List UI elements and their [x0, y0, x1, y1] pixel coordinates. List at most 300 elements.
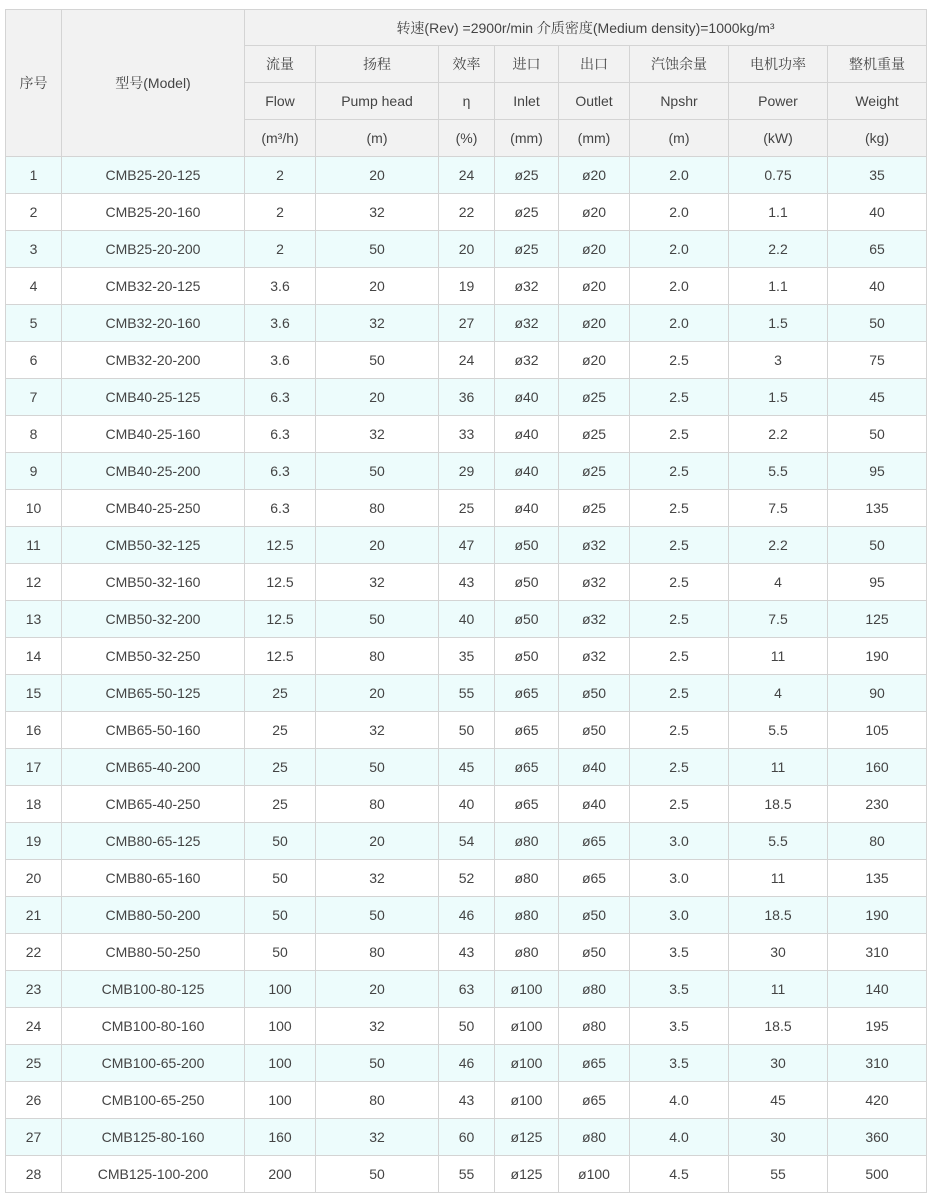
cell-model: CMB32-20-160 [62, 305, 245, 342]
cell-no: 1 [6, 157, 62, 194]
cell-weight: 50 [828, 416, 927, 453]
cell-no: 17 [6, 749, 62, 786]
cell-model: CMB50-32-160 [62, 564, 245, 601]
cell-outlet: ø50 [559, 712, 630, 749]
cell-model: CMB100-65-200 [62, 1045, 245, 1082]
header-operating-condition: 转速(Rev) =2900r/min 介质密度(Medium density)=1000kg/m³ [245, 10, 927, 46]
cell-head: 20 [316, 823, 439, 860]
table-row [6, 860, 927, 897]
cell-weight: 40 [828, 194, 927, 231]
table-row [6, 305, 927, 342]
cell-power: 30 [729, 1045, 828, 1082]
cell-flow: 50 [245, 897, 316, 934]
header-flow-zh: 流量 [245, 46, 316, 83]
cell-eff: 60 [439, 1119, 495, 1156]
cell-no: 3 [6, 231, 62, 268]
cell-npshr: 3.0 [630, 860, 729, 897]
cell-head: 20 [316, 157, 439, 194]
cell-model: CMB125-80-160 [62, 1119, 245, 1156]
cell-npshr: 2.5 [630, 786, 729, 823]
cell-no: 6 [6, 342, 62, 379]
cell-model: CMB80-50-200 [62, 897, 245, 934]
cell-weight: 80 [828, 823, 927, 860]
cell-power: 3 [729, 342, 828, 379]
cell-head: 20 [316, 675, 439, 712]
cell-flow: 100 [245, 1045, 316, 1082]
header-weight-unit: (kg) [828, 120, 927, 157]
cell-no: 22 [6, 934, 62, 971]
cell-weight: 135 [828, 490, 927, 527]
cell-head: 50 [316, 231, 439, 268]
cell-outlet: ø20 [559, 305, 630, 342]
cell-head: 80 [316, 1082, 439, 1119]
cell-npshr: 2.0 [630, 305, 729, 342]
cell-weight: 140 [828, 971, 927, 1008]
cell-model: CMB40-25-125 [62, 379, 245, 416]
cell-flow: 2 [245, 157, 316, 194]
cell-head: 32 [316, 712, 439, 749]
cell-power: 5.5 [729, 712, 828, 749]
cell-head: 32 [316, 194, 439, 231]
cell-weight: 360 [828, 1119, 927, 1156]
cell-power: 2.2 [729, 416, 828, 453]
cell-head: 50 [316, 749, 439, 786]
cell-power: 1.5 [729, 305, 828, 342]
cell-weight: 65 [828, 231, 927, 268]
cell-eff: 43 [439, 934, 495, 971]
cell-inlet: ø100 [495, 1045, 559, 1082]
cell-power: 1.5 [729, 379, 828, 416]
table-row [6, 453, 927, 490]
cell-head: 50 [316, 897, 439, 934]
cell-flow: 25 [245, 675, 316, 712]
cell-outlet: ø25 [559, 453, 630, 490]
header-power-zh: 电机功率 [729, 46, 828, 83]
header-npshr-unit: (m) [630, 120, 729, 157]
cell-npshr: 3.5 [630, 971, 729, 1008]
header-outlet-zh: 出口 [559, 46, 630, 83]
cell-model: CMB25-20-160 [62, 194, 245, 231]
cell-head: 80 [316, 638, 439, 675]
cell-flow: 3.6 [245, 305, 316, 342]
table-row [6, 564, 927, 601]
cell-outlet: ø65 [559, 860, 630, 897]
cell-inlet: ø80 [495, 860, 559, 897]
cell-head: 32 [316, 1119, 439, 1156]
cell-weight: 90 [828, 675, 927, 712]
table-row [6, 1008, 927, 1045]
cell-eff: 27 [439, 305, 495, 342]
cell-power: 7.5 [729, 601, 828, 638]
cell-npshr: 2.5 [630, 601, 729, 638]
cell-outlet: ø65 [559, 1082, 630, 1119]
table-body [6, 157, 927, 1193]
cell-flow: 200 [245, 1156, 316, 1193]
cell-power: 55 [729, 1156, 828, 1193]
cell-flow: 3.6 [245, 268, 316, 305]
cell-eff: 24 [439, 157, 495, 194]
cell-flow: 50 [245, 860, 316, 897]
cell-power: 11 [729, 638, 828, 675]
cell-model: CMB25-20-125 [62, 157, 245, 194]
cell-no: 7 [6, 379, 62, 416]
cell-weight: 190 [828, 897, 927, 934]
cell-model: CMB25-20-200 [62, 231, 245, 268]
cell-no: 9 [6, 453, 62, 490]
cell-flow: 100 [245, 1082, 316, 1119]
cell-inlet: ø80 [495, 823, 559, 860]
cell-flow: 12.5 [245, 564, 316, 601]
cell-inlet: ø40 [495, 453, 559, 490]
cell-weight: 310 [828, 1045, 927, 1082]
table-row [6, 749, 927, 786]
cell-power: 5.5 [729, 453, 828, 490]
cell-power: 30 [729, 1119, 828, 1156]
cell-inlet: ø50 [495, 638, 559, 675]
cell-inlet: ø50 [495, 601, 559, 638]
cell-head: 50 [316, 453, 439, 490]
cell-outlet: ø25 [559, 379, 630, 416]
cell-inlet: ø50 [495, 527, 559, 564]
cell-head: 80 [316, 490, 439, 527]
cell-model: CMB80-65-125 [62, 823, 245, 860]
header-head-unit: (m) [316, 120, 439, 157]
cell-npshr: 2.5 [630, 564, 729, 601]
cell-flow: 6.3 [245, 416, 316, 453]
cell-inlet: ø32 [495, 305, 559, 342]
header-inlet-unit: (mm) [495, 120, 559, 157]
cell-head: 32 [316, 564, 439, 601]
pump-spec-table [5, 9, 927, 1193]
cell-outlet: ø20 [559, 194, 630, 231]
cell-head: 50 [316, 1156, 439, 1193]
cell-power: 18.5 [729, 1008, 828, 1045]
cell-no: 25 [6, 1045, 62, 1082]
cell-weight: 35 [828, 157, 927, 194]
cell-flow: 3.6 [245, 342, 316, 379]
cell-head: 32 [316, 416, 439, 453]
header-flow-en: Flow [245, 83, 316, 120]
cell-npshr: 2.0 [630, 194, 729, 231]
cell-no: 27 [6, 1119, 62, 1156]
table-row [6, 194, 927, 231]
cell-weight: 40 [828, 268, 927, 305]
cell-model: CMB50-32-250 [62, 638, 245, 675]
cell-power: 18.5 [729, 786, 828, 823]
cell-inlet: ø32 [495, 268, 559, 305]
header-eff-en: η [439, 83, 495, 120]
cell-flow: 12.5 [245, 638, 316, 675]
cell-no: 5 [6, 305, 62, 342]
cell-flow: 6.3 [245, 379, 316, 416]
cell-eff: 55 [439, 675, 495, 712]
cell-npshr: 2.5 [630, 712, 729, 749]
cell-inlet: ø65 [495, 712, 559, 749]
cell-flow: 12.5 [245, 601, 316, 638]
cell-npshr: 2.5 [630, 416, 729, 453]
header-weight-zh: 整机重量 [828, 46, 927, 83]
cell-eff: 43 [439, 564, 495, 601]
cell-inlet: ø125 [495, 1119, 559, 1156]
cell-head: 20 [316, 527, 439, 564]
cell-model: CMB65-40-250 [62, 786, 245, 823]
cell-model: CMB80-65-160 [62, 860, 245, 897]
cell-power: 2.2 [729, 231, 828, 268]
cell-no: 19 [6, 823, 62, 860]
cell-model: CMB65-40-200 [62, 749, 245, 786]
cell-head: 20 [316, 268, 439, 305]
cell-weight: 500 [828, 1156, 927, 1193]
cell-model: CMB80-50-250 [62, 934, 245, 971]
cell-power: 7.5 [729, 490, 828, 527]
cell-no: 12 [6, 564, 62, 601]
cell-power: 1.1 [729, 194, 828, 231]
cell-head: 20 [316, 971, 439, 1008]
cell-inlet: ø65 [495, 749, 559, 786]
cell-model: CMB100-65-250 [62, 1082, 245, 1119]
cell-power: 1.1 [729, 268, 828, 305]
table-row [6, 379, 927, 416]
cell-head: 50 [316, 601, 439, 638]
cell-outlet: ø65 [559, 1045, 630, 1082]
table-row [6, 786, 927, 823]
cell-flow: 160 [245, 1119, 316, 1156]
cell-weight: 50 [828, 305, 927, 342]
cell-flow: 25 [245, 749, 316, 786]
cell-model: CMB40-25-200 [62, 453, 245, 490]
cell-model: CMB50-32-200 [62, 601, 245, 638]
cell-model: CMB100-80-160 [62, 1008, 245, 1045]
cell-head: 50 [316, 342, 439, 379]
cell-outlet: ø32 [559, 638, 630, 675]
cell-flow: 50 [245, 934, 316, 971]
cell-outlet: ø32 [559, 601, 630, 638]
cell-power: 11 [729, 860, 828, 897]
cell-npshr: 2.5 [630, 453, 729, 490]
cell-outlet: ø50 [559, 897, 630, 934]
cell-weight: 95 [828, 453, 927, 490]
cell-eff: 63 [439, 971, 495, 1008]
cell-outlet: ø20 [559, 157, 630, 194]
table-row [6, 712, 927, 749]
cell-eff: 22 [439, 194, 495, 231]
table-row [6, 268, 927, 305]
table-row [6, 231, 927, 268]
cell-head: 32 [316, 1008, 439, 1045]
cell-outlet: ø32 [559, 527, 630, 564]
cell-weight: 75 [828, 342, 927, 379]
table-header [6, 10, 927, 157]
cell-flow: 12.5 [245, 527, 316, 564]
cell-weight: 50 [828, 527, 927, 564]
header-row-condition [6, 10, 927, 46]
cell-eff: 20 [439, 231, 495, 268]
cell-model: CMB32-20-200 [62, 342, 245, 379]
header-no: 序号 [6, 10, 62, 157]
cell-power: 11 [729, 971, 828, 1008]
cell-inlet: ø40 [495, 379, 559, 416]
cell-power: 18.5 [729, 897, 828, 934]
cell-npshr: 2.5 [630, 675, 729, 712]
cell-model: CMB65-50-160 [62, 712, 245, 749]
cell-eff: 25 [439, 490, 495, 527]
cell-eff: 24 [439, 342, 495, 379]
cell-power: 0.75 [729, 157, 828, 194]
table-row [6, 527, 927, 564]
cell-power: 4 [729, 675, 828, 712]
cell-outlet: ø32 [559, 564, 630, 601]
cell-outlet: ø100 [559, 1156, 630, 1193]
cell-model: CMB32-20-125 [62, 268, 245, 305]
cell-inlet: ø25 [495, 194, 559, 231]
table-row [6, 675, 927, 712]
cell-eff: 46 [439, 1045, 495, 1082]
cell-inlet: ø125 [495, 1156, 559, 1193]
cell-npshr: 3.0 [630, 823, 729, 860]
cell-outlet: ø40 [559, 749, 630, 786]
header-flow-unit: (m³/h) [245, 120, 316, 157]
cell-npshr: 2.0 [630, 268, 729, 305]
cell-npshr: 3.5 [630, 1008, 729, 1045]
cell-inlet: ø25 [495, 157, 559, 194]
cell-eff: 50 [439, 712, 495, 749]
table-row [6, 1156, 927, 1193]
cell-eff: 33 [439, 416, 495, 453]
cell-eff: 46 [439, 897, 495, 934]
cell-npshr: 2.5 [630, 638, 729, 675]
cell-head: 50 [316, 1045, 439, 1082]
cell-model: CMB65-50-125 [62, 675, 245, 712]
cell-outlet: ø65 [559, 823, 630, 860]
cell-weight: 310 [828, 934, 927, 971]
table-row [6, 897, 927, 934]
cell-weight: 195 [828, 1008, 927, 1045]
table-row [6, 157, 927, 194]
cell-npshr: 2.0 [630, 231, 729, 268]
header-head-zh: 扬程 [316, 46, 439, 83]
cell-npshr: 2.5 [630, 379, 729, 416]
header-model: 型号(Model) [62, 10, 245, 157]
cell-npshr: 2.5 [630, 490, 729, 527]
cell-inlet: ø32 [495, 342, 559, 379]
table-row [6, 934, 927, 971]
cell-inlet: ø40 [495, 416, 559, 453]
cell-inlet: ø80 [495, 897, 559, 934]
pump-spec-table-container [5, 9, 927, 1193]
cell-no: 24 [6, 1008, 62, 1045]
cell-weight: 135 [828, 860, 927, 897]
cell-eff: 45 [439, 749, 495, 786]
cell-outlet: ø20 [559, 342, 630, 379]
cell-eff: 54 [439, 823, 495, 860]
cell-weight: 190 [828, 638, 927, 675]
cell-no: 14 [6, 638, 62, 675]
cell-eff: 40 [439, 601, 495, 638]
table-row [6, 490, 927, 527]
cell-eff: 40 [439, 786, 495, 823]
table-row [6, 638, 927, 675]
cell-power: 11 [729, 749, 828, 786]
cell-outlet: ø80 [559, 971, 630, 1008]
cell-inlet: ø40 [495, 490, 559, 527]
cell-inlet: ø65 [495, 675, 559, 712]
cell-weight: 95 [828, 564, 927, 601]
cell-outlet: ø40 [559, 786, 630, 823]
cell-eff: 29 [439, 453, 495, 490]
table-row [6, 416, 927, 453]
cell-no: 16 [6, 712, 62, 749]
cell-weight: 125 [828, 601, 927, 638]
cell-flow: 6.3 [245, 453, 316, 490]
header-eff-unit: (%) [439, 120, 495, 157]
header-head-en: Pump head [316, 83, 439, 120]
table-row [6, 823, 927, 860]
cell-outlet: ø50 [559, 934, 630, 971]
cell-no: 2 [6, 194, 62, 231]
table-row [6, 1119, 927, 1156]
cell-head: 32 [316, 305, 439, 342]
cell-inlet: ø100 [495, 1008, 559, 1045]
table-row [6, 1045, 927, 1082]
header-outlet-unit: (mm) [559, 120, 630, 157]
cell-npshr: 2.5 [630, 749, 729, 786]
cell-inlet: ø25 [495, 231, 559, 268]
header-weight-en: Weight [828, 83, 927, 120]
cell-weight: 45 [828, 379, 927, 416]
cell-eff: 35 [439, 638, 495, 675]
cell-npshr: 2.0 [630, 157, 729, 194]
header-inlet-en: Inlet [495, 83, 559, 120]
cell-no: 13 [6, 601, 62, 638]
cell-inlet: ø80 [495, 934, 559, 971]
cell-model: CMB40-25-160 [62, 416, 245, 453]
cell-eff: 55 [439, 1156, 495, 1193]
table-row [6, 1082, 927, 1119]
cell-head: 32 [316, 860, 439, 897]
header-outlet-en: Outlet [559, 83, 630, 120]
cell-inlet: ø65 [495, 786, 559, 823]
cell-eff: 47 [439, 527, 495, 564]
cell-power: 5.5 [729, 823, 828, 860]
cell-model: CMB50-32-125 [62, 527, 245, 564]
cell-outlet: ø80 [559, 1119, 630, 1156]
cell-no: 15 [6, 675, 62, 712]
cell-npshr: 3.5 [630, 1045, 729, 1082]
header-power-unit: (kW) [729, 120, 828, 157]
header-npshr-zh: 汽蚀余量 [630, 46, 729, 83]
cell-weight: 105 [828, 712, 927, 749]
cell-no: 21 [6, 897, 62, 934]
cell-flow: 25 [245, 712, 316, 749]
cell-npshr: 4.5 [630, 1156, 729, 1193]
cell-head: 20 [316, 379, 439, 416]
header-power-en: Power [729, 83, 828, 120]
cell-flow: 2 [245, 231, 316, 268]
cell-inlet: ø50 [495, 564, 559, 601]
cell-eff: 36 [439, 379, 495, 416]
cell-flow: 6.3 [245, 490, 316, 527]
cell-no: 28 [6, 1156, 62, 1193]
cell-no: 26 [6, 1082, 62, 1119]
cell-model: CMB100-80-125 [62, 971, 245, 1008]
cell-eff: 43 [439, 1082, 495, 1119]
cell-inlet: ø100 [495, 971, 559, 1008]
cell-npshr: 2.5 [630, 527, 729, 564]
cell-npshr: 3.0 [630, 897, 729, 934]
table-row [6, 342, 927, 379]
cell-outlet: ø20 [559, 268, 630, 305]
cell-no: 11 [6, 527, 62, 564]
